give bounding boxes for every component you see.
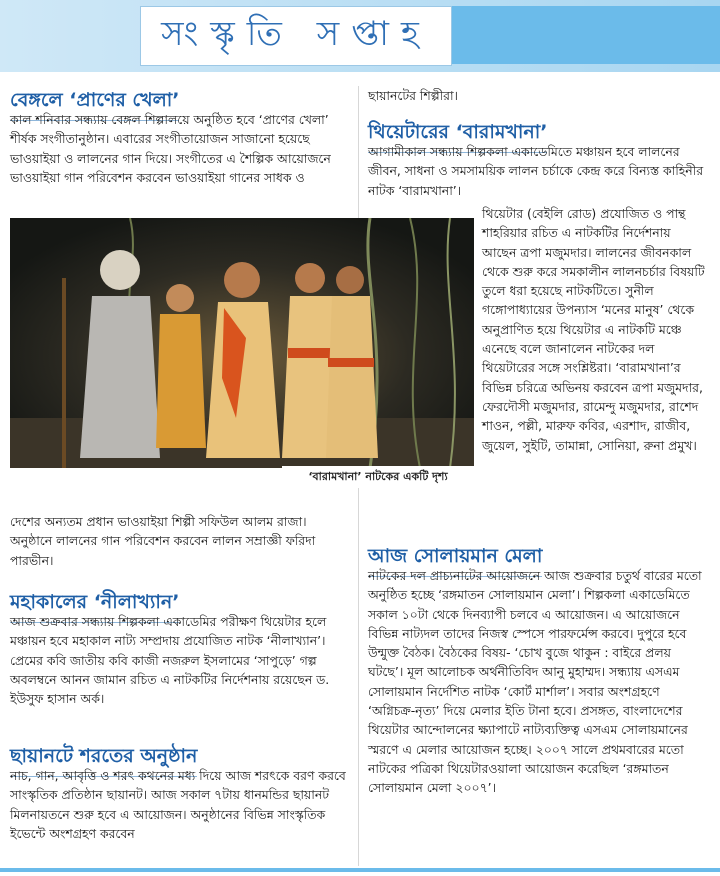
article2-heading: থিয়েটারের ‘বারামখানা’ (368, 118, 547, 153)
bottom-rule (0, 868, 720, 872)
article1-continuation-below: দেশের অন্যতম প্রধান ভাওয়াইয়া শিল্পী সফিউল আলম রাজা। অনুষ্ঠানে লালনের গান পরিবেশন করবেন লালন সম্রাজ্ঞী ফরিদা পারভীন। (10, 514, 316, 568)
photo-caption: ‘বারামখানা’ নাটকের একটি দৃশ্য (308, 469, 448, 483)
article1-heading: বেঙ্গলে ‘প্রাণের খেলা’ (10, 86, 179, 121)
article1-continuation-right: ছায়ানটের শিল্পীরা। (368, 88, 458, 103)
section-title-box (140, 6, 452, 66)
photo-caption-box (282, 466, 474, 488)
article2-body-narrow: থিয়েটার (বেইলি রোড) প্রযোজিত ও পান্থ শাহরিয়ার রচিত এ নাটকটির নির্দেশনায় আছেন ত্রপা মজুমদার। লালনের জীবনকাল থেকে শুরু করে সমকালীন লালনচর্চার বিষয়টি তুলে ধরা হয়েছে নাটকটিতে। সুনীল গঙ্গোপাধ্যায়ের উপন্যাস ‘মনের মানুষ’ থেকে অনুপ্রাণিত হয়ে থিয়েটার এ নাটকটি মঞ্চে এনেছে বলে জানালেন নাটকের দল থিয়েটারের সঙ্গে সংশ্লিষ্টরা। ‘বারামখানা’র বিভিন্ন চরিত্রে অভিনয় করবেন ত্রপা মজুমদার, ফেরদৌসী মজুমদার, রামেন্দু মজুমদার, রাশেদ শাওন, পল্লী, মারুফ কবির, এরশাদ, রাজীব, জুয়েল, সুইটি, তামান্না, সোনিয়া, রুনা প্রমুখ। (482, 206, 705, 453)
article2-body-wide: আগামীকাল সন্ধ্যায় শিল্পকলা একাডেমিতে মঞ্চায়ন হবে লালনের জীবন, সাধনা ও সমসাময়িক লালন চর্চাকে কেন্দ্র করে বিন্যস্ত কাহিনীর নাটক ‘বারামখানা’। (368, 144, 704, 198)
article3-heading: মহাকালের ‘নীলাখ্যান’ (10, 588, 179, 623)
banner-accent-bar (450, 6, 720, 64)
article4-body: নাচ, গান, আবৃত্তি ও শরৎ কথনের মধ্য দিয়ে আজ শরৎকে বরণ করবে সাংস্কৃতিক প্রতিষ্ঠান ছায়ানট। আজ সকাল ৭টায় ধানমন্ডির ছায়ানট মিলনায়তনে শুরু হবে এ আয়োজন। অনুষ্ঠানের বিভিন্ন সাংস্কৃতিক ইভেন্টে অংশগ্রহণ করবেন (10, 768, 346, 841)
article5-body: নাটকের দল প্রাচ্যনাটের আয়োজনে আজ শুক্রবার চতুর্থ বারের মতো অনুষ্ঠিত হচ্ছে ‘রঙ্গমাতন সোলায়মান মেলা’। শিল্পকলা একাডেমিতে সকাল ১০টা থেকে দিনব্যাপী চলবে এ আয়োজন। এ আয়োজনে বিভিন্ন নাট্যদল তাদের নিজস্ব স্পেসে পারফর্মেন্স করবে। দুপুরে হবে উন্মুক্ত বৈঠক। বৈঠকের বিষয়- ‘চোখ বুজে থাকুন : বাইরে প্রলয় ঘটছে’। মূল আলোচক অর্থনীতিবিদ আনু মুহাম্মদ। সন্ধ্যায় এসএম সোলায়মান নির্দেশিত নাটক ‘কোর্ট মার্শাল’। সবার অংশগ্রহণে ‘অগ্নিচক্র-নৃত্য’ দিয়ে মেলার ইতি টানা হবে। প্রসঙ্গত, বাংলাদেশের থিয়েটার আন্দোলনের ক্ষ্যাপাটে নাট্যব্যক্তিত্ব এসএম সোলায়মানের স্মরণে এ মেলার আয়োজন হচ্ছে। ২০০৭ সালে প্রথমবারের মতো নাটকের পত্রিকা থিয়েটারওয়ালা আয়োজন করেছিল ‘রঙ্গমাতন সোলায়মান মেলা ২০০৭’। (368, 568, 702, 796)
play-scene-photo (10, 218, 474, 468)
article5-heading: আজ সোলায়মান মেলা (368, 542, 542, 577)
article3-body: আজ শুক্রবার সন্ধ্যায় শিল্পকলা একাডেমির পরীক্ষণ থিয়েটার হলে মঞ্চায়ন হবে মহাকাল নাট্য সম্প্রদায় প্রযোজিত নাটক ‘নীলাখ্যান’। প্রেমের কবি জাতীয় কবি কাজী নজরুল ইসলামের ‘সাপুড়ে’ গল্প অবলম্বনে আনন জামান রচিত এ নাটকটির নির্দেশনায় রয়েছেন ড. ইউসুফ হাসান অর্ক। (10, 614, 330, 707)
play-scene-illustration (10, 218, 474, 468)
article1-body: কাল শনিবার সন্ধ্যায় বেঙ্গল শিল্পালয়ে অনুষ্ঠিত হবে ‘প্রাণের খেলা’ শীর্ষক সংগীতানুষ্ঠান। এবারের সংগীতায়োজন সাজানো হয়েছে ভাওয়াইয়া ও লালনের গান দিয়ে। সংগীতের এ শৈল্পিক আয়োজনে ভাওয়াইয়া গান পরিবেশন করবেন ভাওয়াইয়া গানের সাধক ও (10, 112, 331, 185)
section-title: সংস্কৃতি সপ্তাহ (161, 13, 431, 54)
article4-heading: ছায়ানটে শরতের অনুষ্ঠান (10, 742, 197, 777)
